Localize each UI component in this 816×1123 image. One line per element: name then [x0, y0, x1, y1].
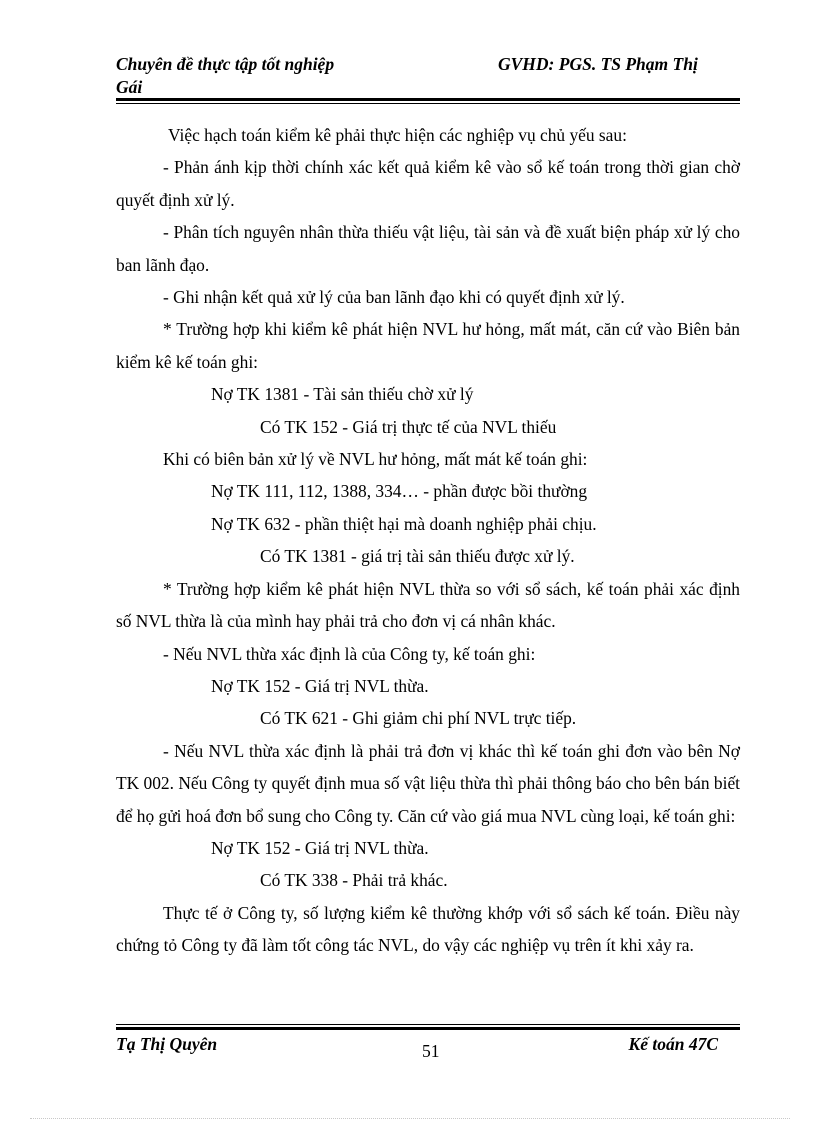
page-bottom-dotted-line	[30, 1118, 790, 1119]
paragraph: - Nếu NVL thừa xác định là phải trả đơn vị khác thì kế toán ghi đơn vào bên Nợ TK 002. Nếu Công ty quyết định mua số vật liệu thừa thì phải thông báo cho bên bán biết để họ gửi hoá đơn bổ sung cho Công ty. Căn cứ vào giá mua NVL cùng loại, kế toán ghi:	[116, 740, 740, 826]
journal-entry-debit: Nợ TK 1381 - Tài sản thiếu chờ xử lý	[211, 384, 474, 405]
paragraph: - Phân tích nguyên nhân thừa thiếu vật liệu, tài sản và đề xuất biện pháp xử lý cho ban lãnh đạo.	[116, 222, 740, 275]
journal-entry-debit: Nợ TK 152 - Giá trị NVL thừa.	[211, 675, 429, 696]
paragraph: Khi có biên bản xử lý về NVL hư hỏng, mất mát kế toán ghi:	[163, 449, 588, 470]
header-rule-thick	[116, 98, 740, 101]
journal-entry-debit: Nợ TK 111, 112, 1388, 334… - phần được bồi thường	[211, 481, 588, 502]
header-title-continued: Gái	[116, 77, 143, 97]
paragraph: * Trường hợp khi kiểm kê phát hiện NVL hư hỏng, mất mát, căn cứ vào Biên bản kiểm kê kế toán ghi:	[116, 319, 740, 372]
paragraph-intro: Việc hạch toán kiểm kê phải thực hiện các nghiệp vụ chủ yếu sau:	[168, 125, 627, 145]
footer-author: Tạ Thị Quyên	[116, 1034, 218, 1054]
header-title: Chuyên đề thực tập tốt nghiệp	[116, 54, 335, 74]
page-number: 51	[422, 1041, 440, 1061]
footer-rule-thin	[116, 1024, 740, 1025]
footer-rule-thick	[116, 1027, 740, 1030]
paragraph-conclusion: Thực tế ở Công ty, số lượng kiểm kê thường khớp với sổ sách kế toán. Điều này chứng tỏ Công ty đã làm tốt công tác NVL, do vậy các nghiệp vụ trên ít khi xảy ra.	[116, 902, 740, 956]
journal-entry-credit: Có TK 338 - Phải trả khác.	[260, 870, 448, 891]
journal-entry-credit: Có TK 621 - Ghi giảm chi phí NVL trực tiếp.	[260, 708, 577, 729]
page-footer	[116, 1034, 740, 1064]
journal-entry-debit: Nợ TK 152 - Giá trị NVL thừa.	[211, 837, 429, 858]
journal-entry-debit: Nợ TK 632 - phần thiệt hại mà doanh nghiệp phải chịu.	[211, 513, 597, 534]
journal-entry-credit: Có TK 1381 - giá trị tài sản thiếu được xử lý.	[260, 546, 575, 567]
document-body	[116, 119, 740, 962]
header-supervisor: GVHD: PGS. TS Phạm Thị	[498, 54, 698, 74]
journal-entry-credit: Có TK 152 - Giá trị thực tế của NVL thiếu	[260, 416, 557, 437]
paragraph: - Phản ánh kịp thời chính xác kết quả kiểm kê vào sổ kế toán trong thời gian chờ quyết định xử lý.	[116, 157, 740, 210]
paragraph: - Nếu NVL thừa xác định là của Công ty, kế toán ghi:	[163, 643, 536, 664]
footer-class: Kế toán 47C	[628, 1034, 718, 1054]
paragraph: - Ghi nhận kết quả xử lý của ban lãnh đạo khi có quyết định xử lý.	[163, 287, 625, 308]
header-rule-thin	[116, 103, 740, 104]
paragraph: * Trường hợp kiểm kê phát hiện NVL thừa so với sổ sách, kế toán phải xác định số NVL thừa là của mình hay phải trả cho đơn vị cá nhân khác.	[116, 578, 740, 632]
